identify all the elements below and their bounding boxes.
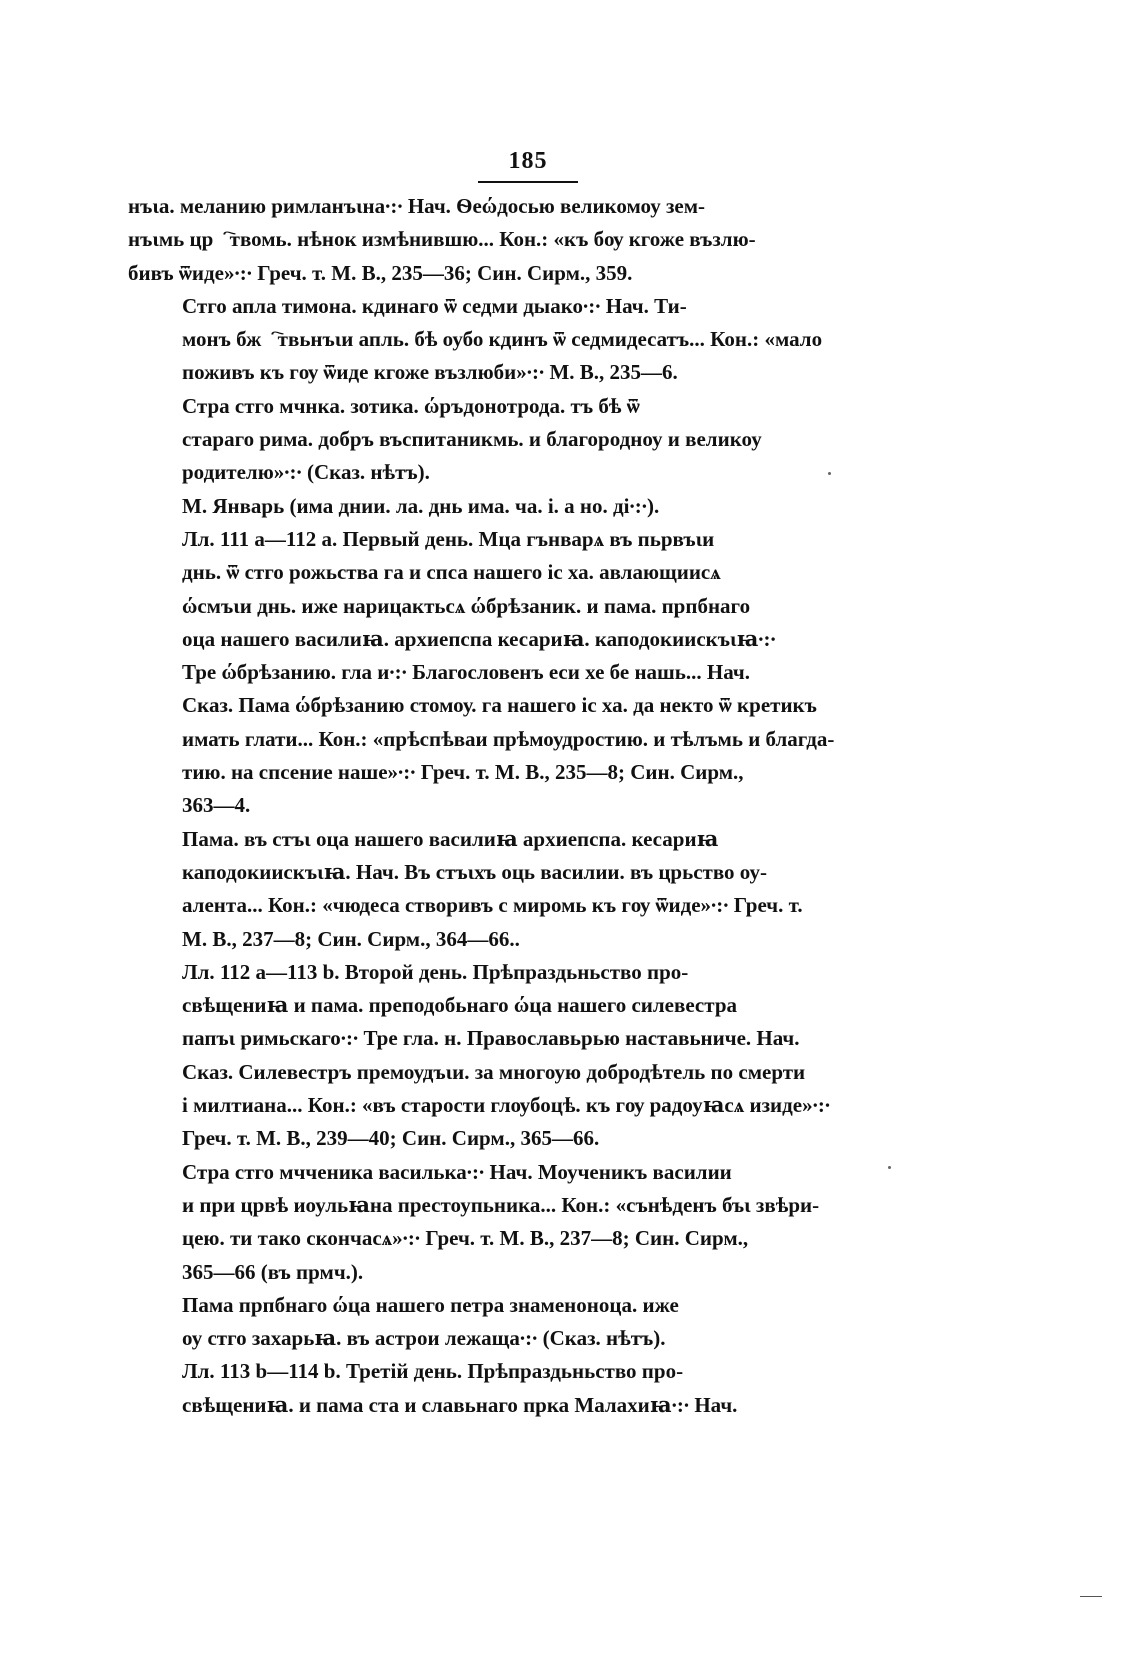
text-line: свѣщениꙗ и пама. преподобьнаго ώца нашего силевестра [182,993,737,1018]
text-line: М. Январь (има днии. ла. днь има. ча. і. а но. ді∙:∙). [182,493,660,518]
text-line: ώсмъιи днь. иже нарицактьсѧ ώбрѣзаник. и пама. прпбнаго [182,593,751,618]
text-line: цею. ти тако скончасѧ»∙:∙ Греч. т. М. В., 237—8; Син. Сирм., [182,1226,749,1251]
text-line: бивъ ѿиде»∙:∙ Греч. т. М. В., 235—36; Син. Сирм., 359. [128,260,633,285]
text-line: алента... Кон.: «чюдеса створивъ с миромь къ гѹ ѿиде»∙:∙ Греч. т. [182,893,803,918]
paragraph [128,956,888,1156]
text-line: нъιмь црⷭ҇твомь. нѣнок измѣнившю... Кон.: «къ бѹ кгоже възлю- [128,227,756,252]
paragraph [128,1289,888,1356]
text-line: нъιа. меланию римланъιна∙:∙ Нач. Ѳеώдосью великомоу зем- [128,194,706,218]
text-line: Стра стго мчнка. зотика. ώръдонотрода. тъ бѣ ѿ [182,393,640,418]
paragraph [128,490,888,523]
text-line: Тре ώбрѣзанию. гла и∙:∙ Благословенъ еси хе бе нашь... Нач. [182,660,750,685]
text-line: стараго рима. добръ въспитаникмь. и благородноу и великоу [182,427,762,452]
text-line: и при црвѣ иоульꙗна престоупьника... Кон.: «сънѣденъ бъι звѣри- [182,1192,820,1217]
paragraph [128,823,888,956]
text-line: 363—4. [182,793,251,818]
text-line: Стго апла тимона. кдинаго ѿ седми дыако∙:∙ Нач. Ти- [182,293,687,318]
text-line: оца нашего василиꙗ. архиепспа кесариꙗ. каподокиискъιꙗ∙:∙ [182,626,776,651]
text-line: тию. на спсение наше»∙:∙ Греч. т. М. В., 235—8; Син. Сирм., [182,760,744,785]
text-line: оу стго захарьꙗ. въ астрои лежаща∙:∙ (Сказ. нѣтъ). [182,1326,666,1351]
paragraph [128,1156,888,1289]
text-line: Пама. въ стъι оца нашего василиꙗ архиепспа. кесариꙗ [182,826,719,851]
text-line: Сказ. Пама ώбрѣзанию стомоу. га нашего іс ха. да некто ѿ кретикъ [182,693,817,718]
scan-speck [828,472,831,475]
paragraph [128,1355,888,1422]
text-line: монъ бжⷭ҇твьнъιи апль. бѣ оубо кдинъ ѿ седмидесатъ... Кон.: «мало [182,327,823,352]
paragraph [128,190,888,290]
text-line: Пама прпбнаго ώца нашего петра знаменоноца. иже [182,1292,679,1317]
text-line: Греч. т. М. В., 239—40; Син. Сирм., 365—66. [182,1126,600,1151]
text-line: днь. ѿ стго рожьства га и спса нашего іс ха. авлающиисѧ [182,560,721,585]
text-line: папъι римьскаго∙:∙ Тре гла. н. Православьрью наставьниче. Нач. [182,1026,800,1051]
text-line: поживъ къ гѹ ѿиде кгоже възлюби»∙:∙ М. В., 235—6. [182,360,678,385]
scan-artifact-line [1080,1596,1102,1597]
body-text [128,190,888,1422]
text-line: Лл. 113 b—114 b. Третій день. Прѣпраздьньство про- [182,1359,684,1384]
scan-speck [888,1166,891,1169]
text-line: каподокиискъιꙗ. Нач. Въ стъιхъ оць василии. въ црьство оу- [182,859,767,884]
text-line: Сказ. Силевестръ премоудъιи. за многоую добродѣтель по смерти [182,1059,806,1084]
text-line: М. В., 237—8; Син. Сирм., 364—66.. [182,926,520,951]
paragraph [128,523,888,823]
page-number: 185 [508,148,548,174]
header-rule [478,181,578,183]
paragraph [128,290,888,390]
text-line: 365—66 (въ прмч.). [182,1259,364,1284]
text-line: Лл. 112 а—113 b. Второй день. Прѣпраздьньство про- [182,959,689,984]
text-line: Стра стго мчченика василька∙:∙ Нач. Моученикъ василии [182,1159,732,1184]
paragraph [128,390,888,490]
text-line: родителю»∙:∙ (Сказ. нѣтъ). [182,460,430,485]
text-line: имать глати... Кон.: «прѣспѣваи прѣмоудростию. и тѣлъмь и благда- [182,726,835,751]
text-line: Лл. 111 а—112 а. Первый день. Мца гънварѧ въ пьрвъιи [182,526,715,551]
text-line: свѣщениꙗ. и пама ста и славьнаго прка Малахиꙗ∙:∙ Нач. [182,1392,738,1417]
text-line: і милтиана... Кон.: «въ старости глѹбоцѣ. къ гѹ радоуꙗсѧ изиде»∙:∙ [182,1093,831,1118]
